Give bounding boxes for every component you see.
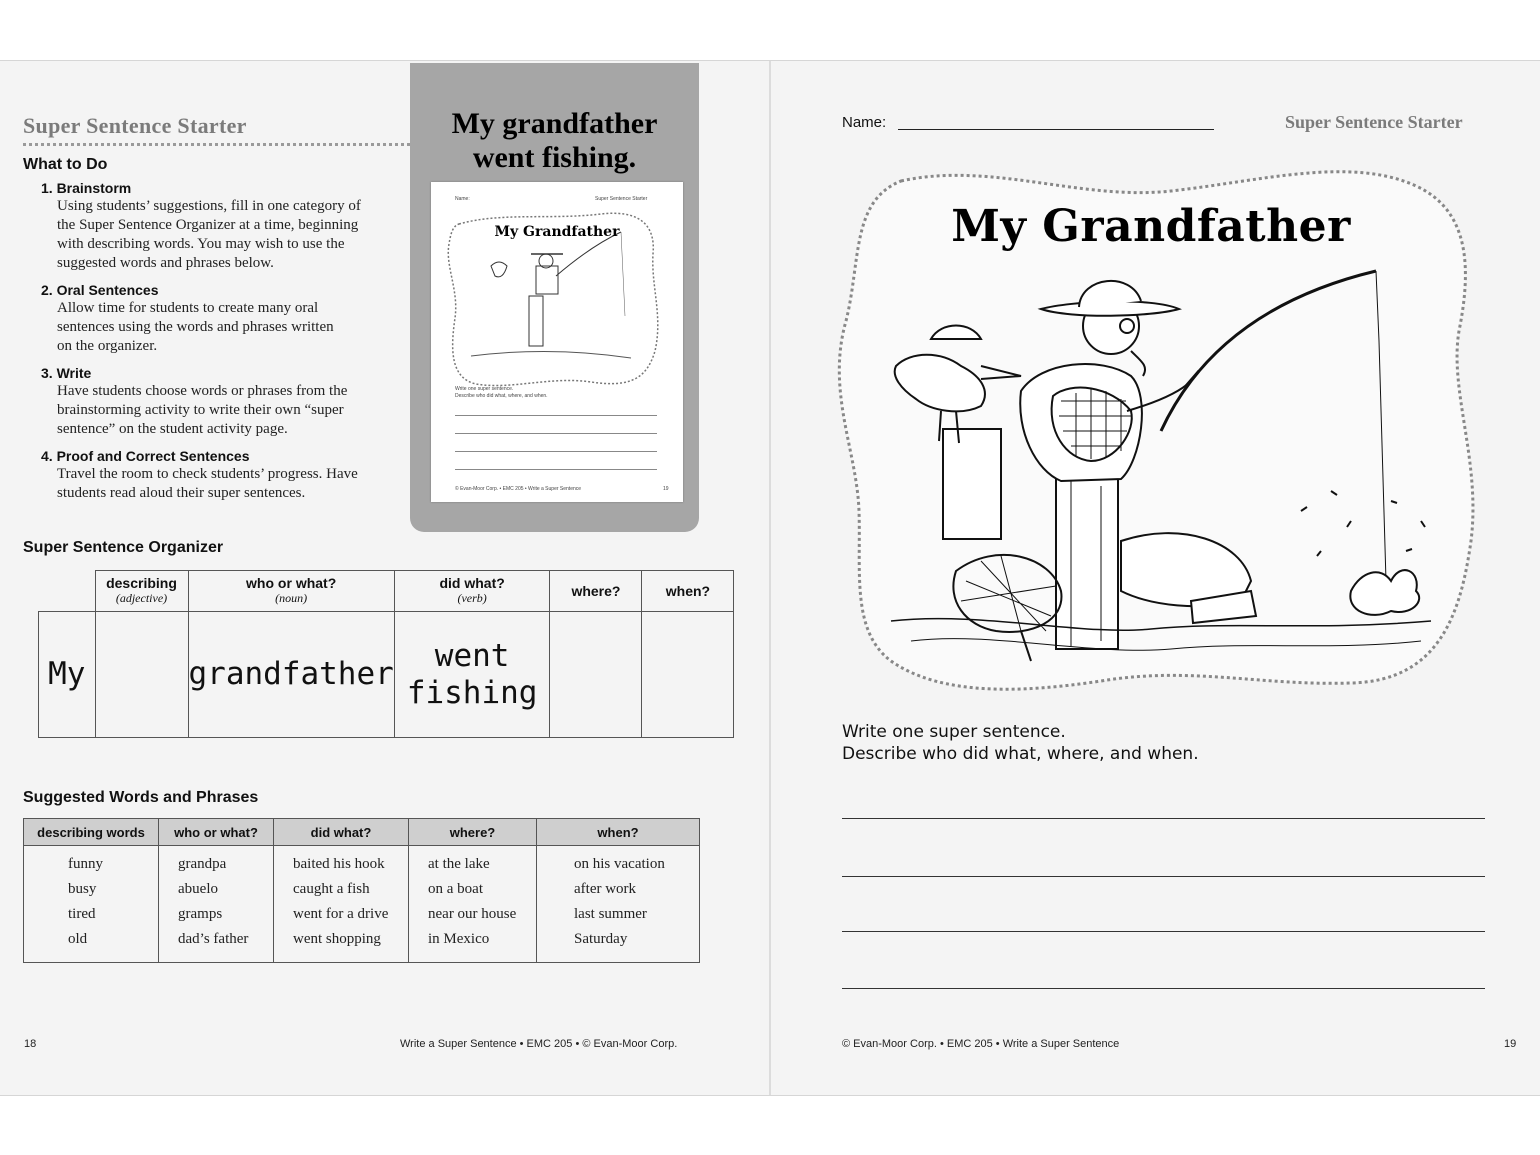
worksheet-title: My Grandfather [951, 201, 1351, 252]
right-page [771, 61, 1540, 1095]
example-sentence-line: My grandfather [451, 107, 658, 140]
suggested-word: Saturday [574, 931, 628, 947]
mini-name-label: Name: [455, 196, 470, 202]
column-label: when? [665, 582, 711, 599]
mini-write-line [455, 469, 657, 470]
step-brainstorm [41, 180, 376, 273]
suggested-word: at the lake [428, 856, 490, 872]
prompt-line: Describe who did what, where, and when. [842, 744, 1199, 764]
name-label: Name: [842, 114, 887, 131]
suggested-word: dad’s father [178, 931, 249, 947]
writing-line[interactable] [842, 931, 1485, 932]
organizer-column-header [550, 571, 642, 612]
organizer-sentence-row [39, 612, 734, 738]
suggested-word: near our house [428, 906, 517, 922]
step-line: with describing words. You may wish to use the [57, 236, 345, 252]
mini-heading: Super Sentence Starter [595, 196, 648, 202]
step-proof-and-correct [41, 448, 376, 503]
instruction-steps [41, 180, 376, 512]
suggested-word: last summer [574, 906, 647, 922]
organizer-header-row [39, 571, 734, 612]
suggested-words-table [23, 818, 700, 963]
organizer-cell-describing [95, 612, 188, 738]
suggested-column [24, 846, 159, 963]
mini-footer: © Evan-Moor Corp. • EMC 205 • Write a Super Sentence [455, 486, 582, 492]
step-title: 4. Proof and Correct Sentences [41, 448, 250, 464]
suggested-word: on a boat [428, 881, 483, 897]
step-write [41, 365, 376, 439]
column-label: describing [106, 575, 177, 591]
page-number: 18 [24, 1038, 37, 1050]
mini-prompt-line: Describe who did what, where, and when. [455, 393, 548, 399]
super-sentence-organizer [38, 570, 734, 738]
step-line: suggested words and phrases below. [57, 255, 274, 271]
book-spread [0, 60, 1540, 1096]
prompt-line: Write one super sentence. [842, 722, 1066, 742]
suggested-column-header: describing words [24, 819, 159, 846]
organizer-cell-who: grandfather [188, 612, 394, 738]
organizer-cell-where [550, 612, 642, 738]
writing-line[interactable] [842, 876, 1485, 877]
writing-line[interactable] [842, 988, 1485, 989]
suggested-word: after work [574, 881, 637, 897]
column-sublabel: (noun) [275, 591, 308, 605]
step-line: sentence” on the student activity page. [57, 421, 288, 437]
step-title: 2. Oral Sentences [41, 282, 159, 298]
name-field-line[interactable] [898, 129, 1214, 130]
mini-write-line [455, 433, 657, 434]
step-body [41, 465, 376, 503]
suggested-word: gramps [178, 906, 223, 922]
step-title: 3. Write [41, 365, 92, 381]
organizer-cell-did-what: went fishing [394, 612, 550, 738]
suggested-word: grandpa [178, 856, 227, 872]
suggested-word: on his vacation [574, 856, 665, 872]
suggested-header-row [24, 819, 700, 846]
step-line: brainstorming activity to write their own “super [57, 402, 344, 418]
page-footer: © Evan-Moor Corp. • EMC 205 • Write a Super Sentence [842, 1038, 1120, 1050]
suggested-column-header: where? [409, 819, 537, 846]
column-sublabel: (adjective) [115, 591, 168, 605]
organizer-column-header [394, 571, 550, 612]
example-sentence-panel [410, 63, 699, 532]
suggested-word: caught a fish [293, 881, 370, 897]
mini-write-line [455, 451, 657, 452]
mini-prompt-line: Write one super sentence. [455, 386, 514, 392]
step-body [41, 299, 376, 356]
organizer-heading: Super Sentence Organizer [23, 539, 224, 556]
example-sentence-line: went fishing. [472, 141, 637, 174]
column-label: did what? [439, 575, 505, 591]
step-line: Have students choose words or phrases from the [57, 383, 348, 399]
organizer-corner [39, 571, 96, 612]
step-oral-sentences [41, 282, 376, 356]
what-to-do-heading: What to Do [23, 156, 108, 173]
organizer-column-header [188, 571, 394, 612]
page-footer: Write a Super Sentence • EMC 205 • © Evan-Moor Corp. [400, 1038, 678, 1050]
suggested-word: abuelo [178, 881, 218, 897]
writing-line[interactable] [842, 818, 1485, 819]
suggested-word: in Mexico [428, 931, 490, 947]
left-page [0, 61, 769, 1095]
organizer-column-header [642, 571, 734, 612]
suggested-word: busy [68, 881, 97, 897]
step-line: the Super Sentence Organizer at a time, beginning [57, 217, 359, 233]
suggested-word: went shopping [293, 931, 381, 947]
organizer-cell-when [642, 612, 734, 738]
mini-write-line [455, 415, 657, 416]
activity-page-thumbnail [431, 182, 683, 502]
suggested-word: tired [68, 906, 96, 922]
suggested-word: old [68, 931, 88, 947]
writing-prompt [842, 721, 1199, 765]
example-sentence [410, 107, 699, 175]
suggested-word: funny [68, 856, 103, 872]
mini-title: My Grandfather [494, 224, 620, 240]
suggested-words-row [24, 846, 700, 963]
organizer-lead-word: My [39, 612, 96, 738]
page-heading: Super Sentence Starter [1285, 112, 1463, 132]
suggested-column-header: who or what? [159, 819, 274, 846]
column-label: where? [571, 582, 621, 599]
suggested-column [409, 846, 537, 963]
suggested-word: went for a drive [293, 906, 389, 922]
dotted-divider [23, 143, 410, 146]
page-number: 19 [1504, 1038, 1517, 1050]
step-line: sentences using the words and phrases written [57, 319, 334, 335]
mini-page-number: 19 [663, 486, 669, 492]
section-heading: Super Sentence Starter [23, 113, 247, 138]
suggested-column [537, 846, 700, 963]
suggested-word: baited his hook [293, 856, 385, 872]
suggested-column [159, 846, 274, 963]
suggested-words-heading: Suggested Words and Phrases [23, 789, 259, 806]
mini-illustration [431, 206, 683, 406]
step-body [41, 382, 376, 439]
organizer-column-header [95, 571, 188, 612]
column-label: who or what? [246, 575, 337, 591]
step-title: 1. Brainstorm [41, 180, 132, 196]
suggested-column-header: did what? [274, 819, 409, 846]
step-line: Using students’ suggestions, fill in one category of [57, 198, 361, 214]
suggested-column-header: when? [537, 819, 700, 846]
step-line: Allow time for students to create many oral [57, 300, 319, 316]
step-line: Travel the room to check students’ progress. Have [57, 466, 358, 482]
step-body [41, 197, 376, 273]
step-line: students read aloud their super sentences. [57, 485, 306, 501]
step-line: on the organizer. [57, 338, 158, 354]
suggested-column [274, 846, 409, 963]
column-sublabel: (verb) [457, 591, 487, 605]
